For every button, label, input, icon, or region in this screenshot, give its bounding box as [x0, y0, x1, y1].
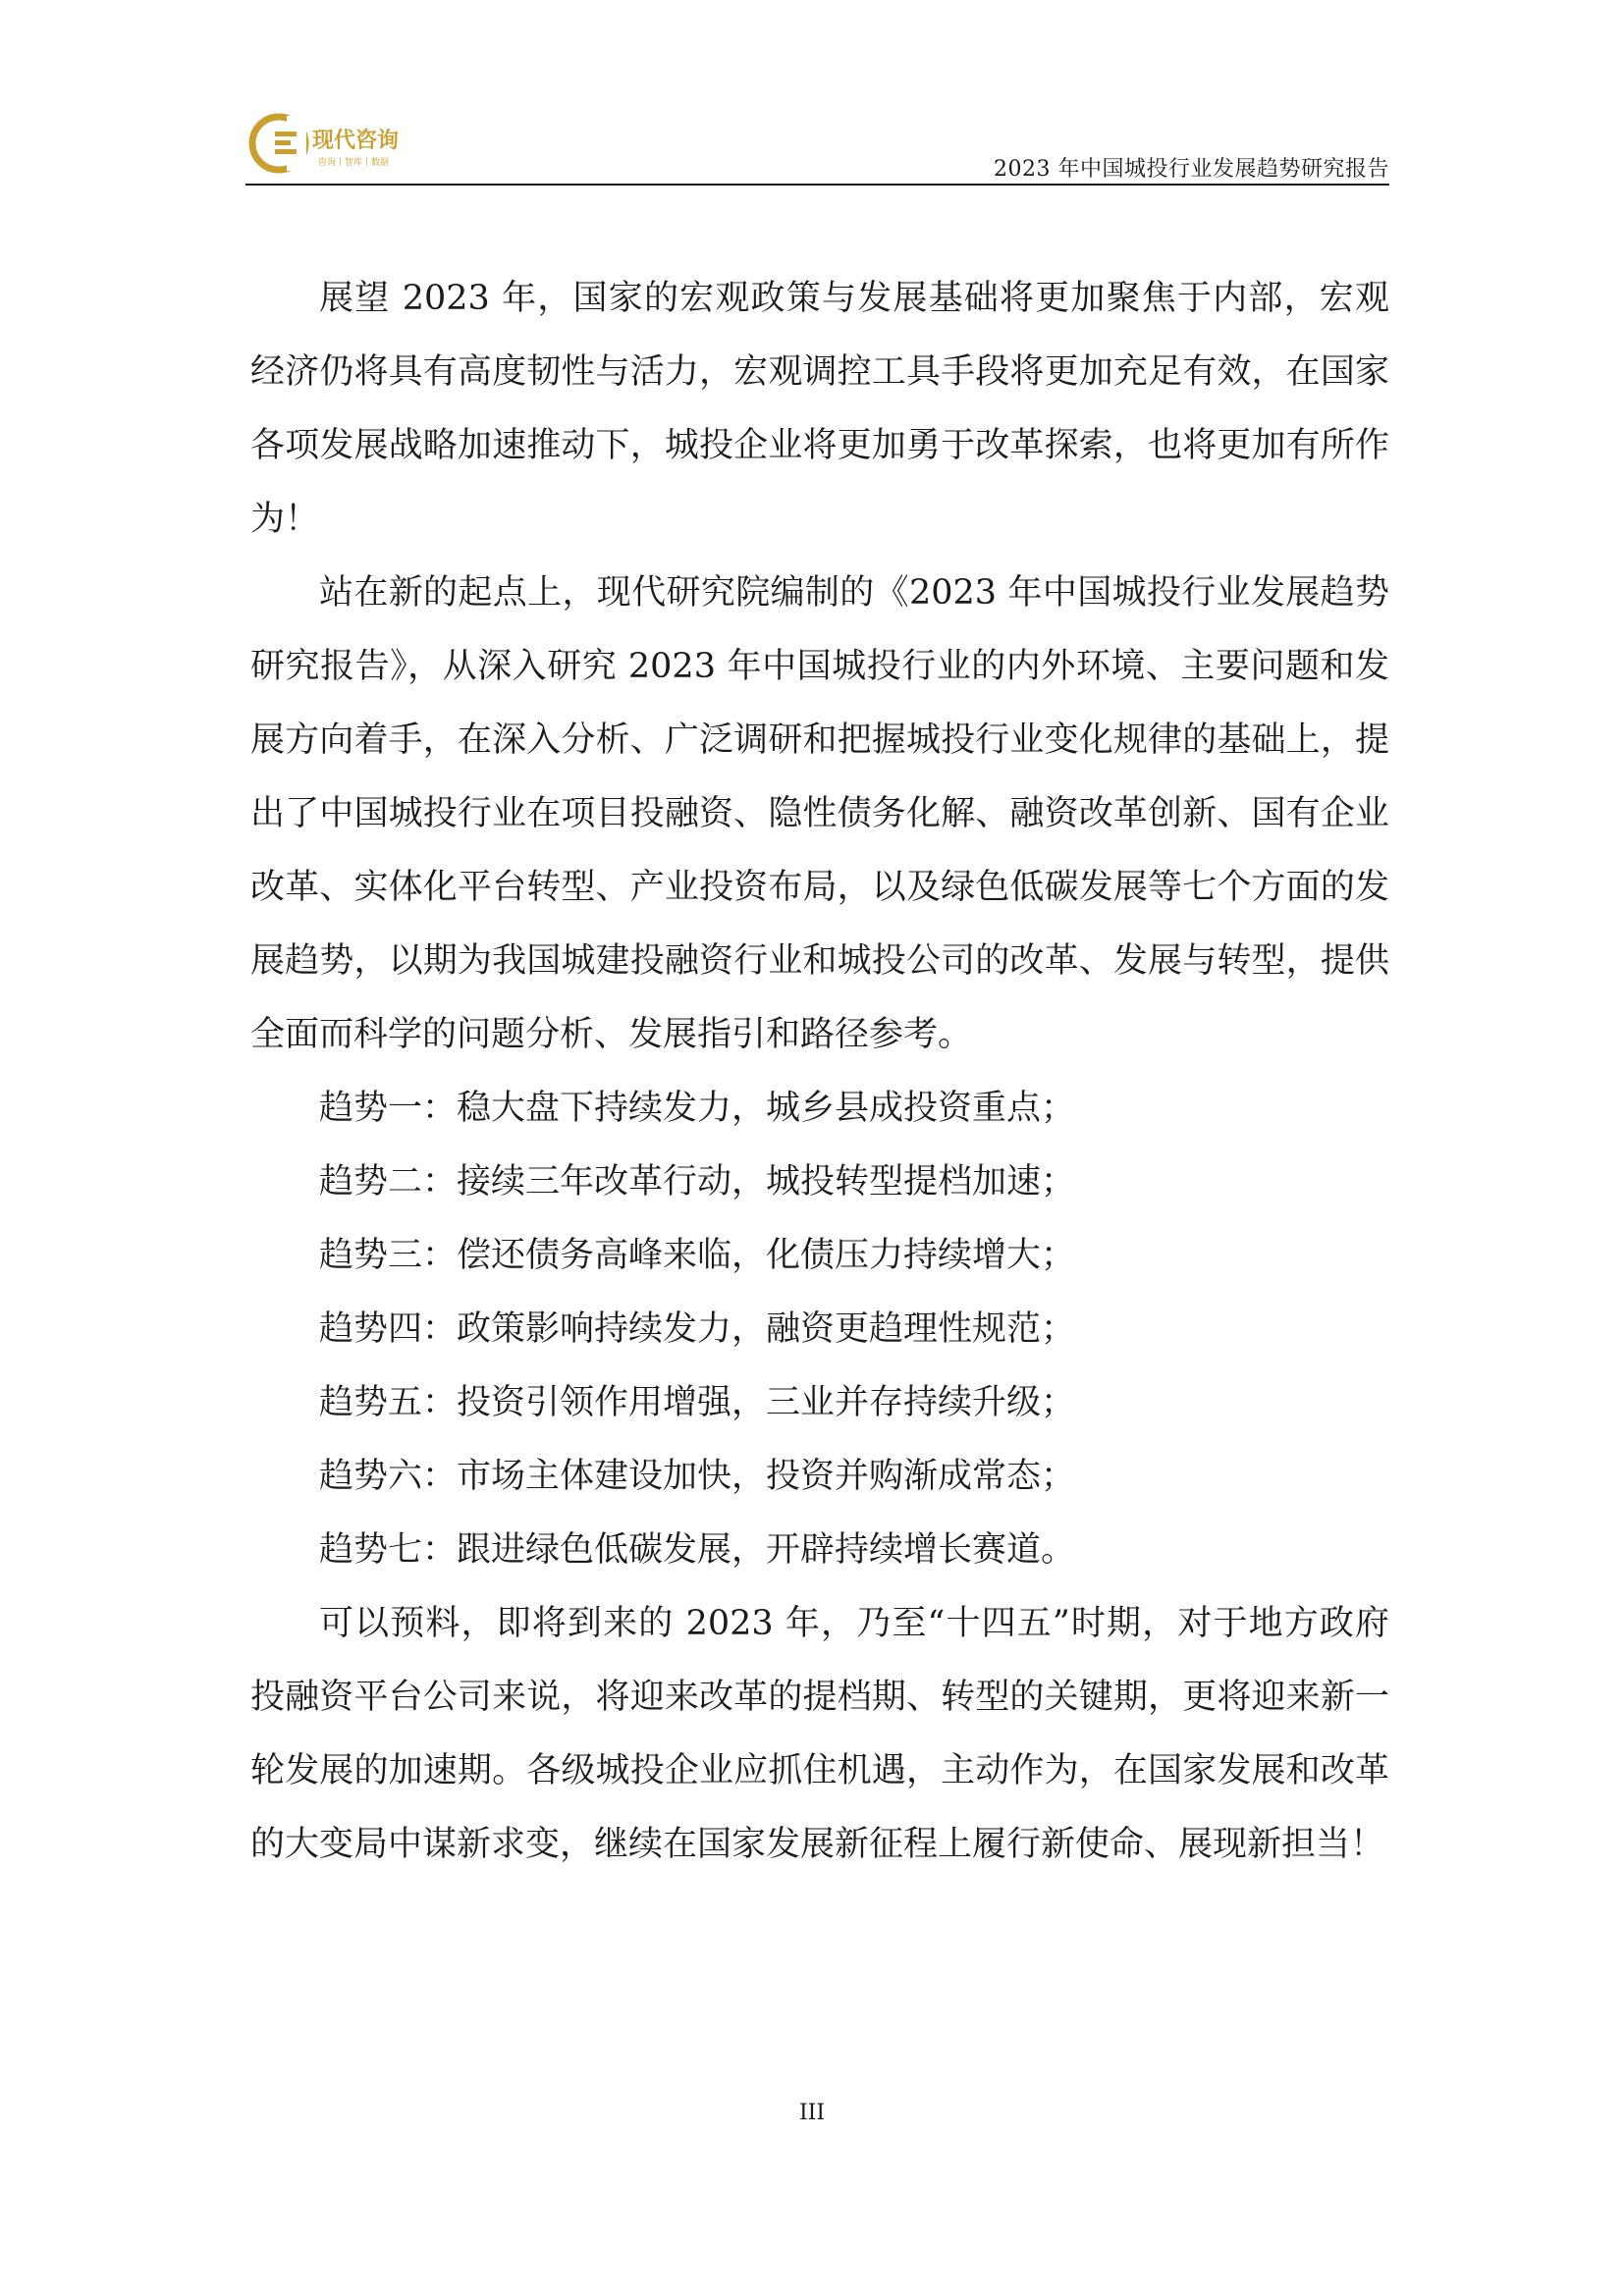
trend-item: 趋势一：稳大盘下持续发力，城乡县成投资重点； — [319, 1089, 1076, 1128]
trend-item: 趋势五：投资引领作用增强，三业并存持续升级； — [319, 1383, 1076, 1422]
logo-text: 现代咨询 — [312, 129, 400, 153]
paragraph-report-intro: 站在新的起点上，现代研究院编制的《2023 年中国城投行业发展趋势研究报告》，从深入研究 2023 年中国城投行业的内外环境、主要问题和发展方向着手，在深入分析、广泛调研和把握城投行业变化规律的基础上，提出了中国城投行业在项目投融资、隐性债务化解、融资改革创新、国有企业改革、实体化平台转型、产业投资布局，以及绿色低碳发展等七个方面的发展趋势，以期为我国城建投融资行业和城投公司的改革、发展与转型，提供全面而科学的问题分析、发展指引和路径参考。 — [250, 573, 1389, 1054]
body-content — [250, 262, 1389, 1882]
company-logo — [245, 110, 442, 177]
logo-mark — [245, 110, 442, 177]
logo-subtext: 咨询丨智库丨数据 — [318, 158, 390, 168]
trend-item: 趋势四：政策影响持续发力，融资更趋理性规范； — [319, 1309, 1076, 1349]
page-header — [245, 110, 1389, 187]
paragraph-outlook: 展望 2023 年，国家的宏观政策与发展基础将更加聚焦于内部，宏观经济仍将具有高度韧性与活力，宏观调控工具手段将更加充足有效，在国家各项发展战略加速推动下，城投企业将更加勇于改革探索，也将更加有所作为！ — [250, 279, 1389, 539]
page-number: III — [798, 2101, 826, 2125]
trend-item: 趋势二：接续三年改革行动，城投转型提档加速； — [319, 1162, 1076, 1201]
paragraph-conclusion: 可以预料，即将到来的 2023 年，乃至“十四五”时期，对于地方政府投融资平台公司来说，将迎来改革的提档期、转型的关键期，更将迎来新一轮发展的加速期。各级城投企业应抓住机遇，主动作为，在国家发展和改革的大变局中谋新求变，继续在国家发展新征程上履行新使命、展现新担当！ — [250, 1604, 1389, 1864]
header-divider — [245, 184, 1389, 186]
document-title: 2023 年中国城投行业发展趋势研究报告 — [994, 157, 1389, 182]
trend-item: 趋势七：跟进绿色低碳发展，开辟持续增长赛道。 — [319, 1530, 1076, 1570]
trend-item: 趋势三：偿还债务高峰来临，化债压力持续增大； — [319, 1236, 1076, 1275]
trend-item: 趋势六：市场主体建设加快，投资并购渐成常态； — [319, 1457, 1076, 1496]
